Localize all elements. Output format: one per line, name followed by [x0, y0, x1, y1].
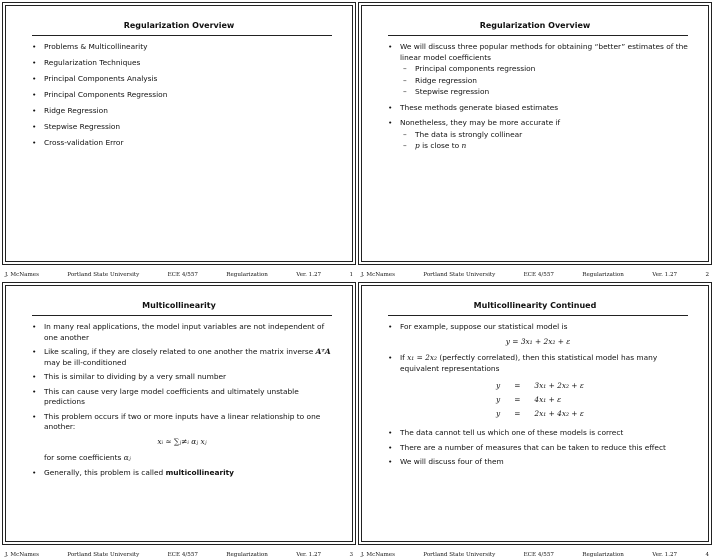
list-item: • Principal Components Analysis	[32, 74, 158, 83]
slide-content	[32, 42, 332, 154]
footer-university: Portland State University	[423, 552, 496, 558]
equation-row: y = 3x₁ + 2x₂ + ε	[496, 381, 584, 390]
equation-note: for some coefficients αⱼ	[44, 453, 131, 462]
list-item: • Nonetheless, they may be more accurate if	[388, 118, 561, 127]
slide-footer	[2, 552, 356, 558]
list-item: • Stepwise Regression	[32, 122, 121, 131]
footer-author: J. McNames	[5, 552, 39, 558]
list-item: • Problems & Multicollinearity	[32, 42, 148, 51]
list-item: • Regularization Techniques	[32, 58, 141, 67]
list-item: • In many real applications, the model input variables are not independent of one another	[32, 322, 325, 342]
slide-footer	[358, 552, 712, 558]
slide-2	[358, 2, 716, 278]
slide-title: Multicollinearity Continued	[473, 301, 597, 310]
list-item: • This is similar to dividing by a very small number	[32, 372, 227, 381]
list-item: • These methods generate biased estimates	[388, 102, 559, 112]
footer-topic: Regularization	[226, 272, 268, 278]
footer-university: Portland State University	[423, 272, 496, 278]
footer-version: Ver. 1.27	[652, 552, 678, 558]
equation-array	[488, 378, 592, 422]
title-rule	[32, 315, 332, 316]
list-item: • The data cannot tell us which one of these models is correct	[388, 428, 624, 437]
footer-topic: Regularization	[582, 552, 624, 558]
footer-version: Ver. 1.27	[296, 272, 322, 278]
slide-4	[358, 282, 716, 558]
slide-footer	[2, 272, 356, 278]
footer-author: J. McNames	[5, 272, 39, 278]
list-item: • Ridge Regression	[32, 106, 108, 115]
footer-topic: Regularization	[582, 272, 624, 278]
footer-author: J. McNames	[361, 272, 395, 278]
sub-item: – The data is strongly collinear	[403, 129, 523, 139]
footer-page: 1	[349, 272, 353, 278]
footer-university: Portland State University	[67, 272, 140, 278]
equation-row: y = 4x₁ + ε	[496, 395, 562, 404]
list-item: • Generally, this problem is called multicollinearity	[32, 467, 234, 477]
model-equation: y = 3x₁ + 2x₂ + ε	[505, 336, 571, 346]
list-item: • For example, suppose our statistical model is	[388, 322, 568, 331]
list-item: • This can cause very large model coefficients and ultimately unstable predictions	[32, 386, 299, 406]
slide-content	[388, 322, 688, 472]
footer-author: J. McNames	[361, 552, 395, 558]
slide-3	[2, 282, 360, 558]
list-item: • We will discuss four of them	[388, 457, 504, 466]
sub-item: – Stepwise regression	[403, 87, 490, 96]
footer-course: ECE 4/557	[523, 272, 554, 278]
list-item: • We will discuss three popular methods for obtaining “better” estimates of the linear model coefficients	[388, 42, 688, 62]
footer-version: Ver. 1.27	[652, 272, 678, 278]
sub-item: – Ridge regression	[403, 75, 477, 85]
footer-page: 4	[705, 552, 709, 558]
footer-topic: Regularization	[226, 552, 268, 558]
list-item: • Principal Components Regression	[32, 90, 168, 99]
footer-university: Portland State University	[67, 552, 140, 558]
slide-title: Multicollinearity	[142, 301, 216, 310]
footer-page: 2	[705, 272, 709, 278]
equation-row: y = 2x₁ + 4x₂ + ε	[496, 409, 584, 418]
footer-page: 3	[349, 552, 353, 558]
title-rule	[388, 35, 688, 36]
sum-equation: xᵢ ≈ ∑ⱼ≠ᵢ αⱼ xⱼ	[157, 436, 207, 446]
list-item: • If x₁ = 2x₂ (perfectly correlated), then this statistical model has many equivalent representations	[388, 353, 658, 373]
footer-version: Ver. 1.27	[296, 552, 322, 558]
list-item: • This problem occurs if two or more inputs have a linear relationship to one another:	[32, 411, 321, 431]
slide-1	[2, 2, 360, 278]
title-rule	[32, 35, 332, 36]
list-item: • Like scaling, if they are closely related to one another the matrix inverse AᵀA may be ill-conditioned	[32, 347, 331, 367]
title-rule	[388, 315, 688, 316]
sub-item: – Principal components regression	[403, 64, 536, 73]
footer-course: ECE 4/557	[523, 552, 554, 558]
footer-course: ECE 4/557	[167, 272, 198, 278]
list-item: • There are a number of measures that can be taken to reduce this effect	[388, 442, 666, 452]
list-item: • Cross-validation Error	[32, 138, 124, 147]
slide-content	[32, 322, 332, 482]
sub-item: – p is close to n	[403, 141, 467, 150]
footer-course: ECE 4/557	[167, 552, 198, 558]
slide-title: Regularization Overview	[479, 21, 591, 30]
slide-title: Regularization Overview	[123, 21, 235, 30]
slide-content	[388, 42, 688, 153]
slide-footer	[358, 272, 712, 278]
